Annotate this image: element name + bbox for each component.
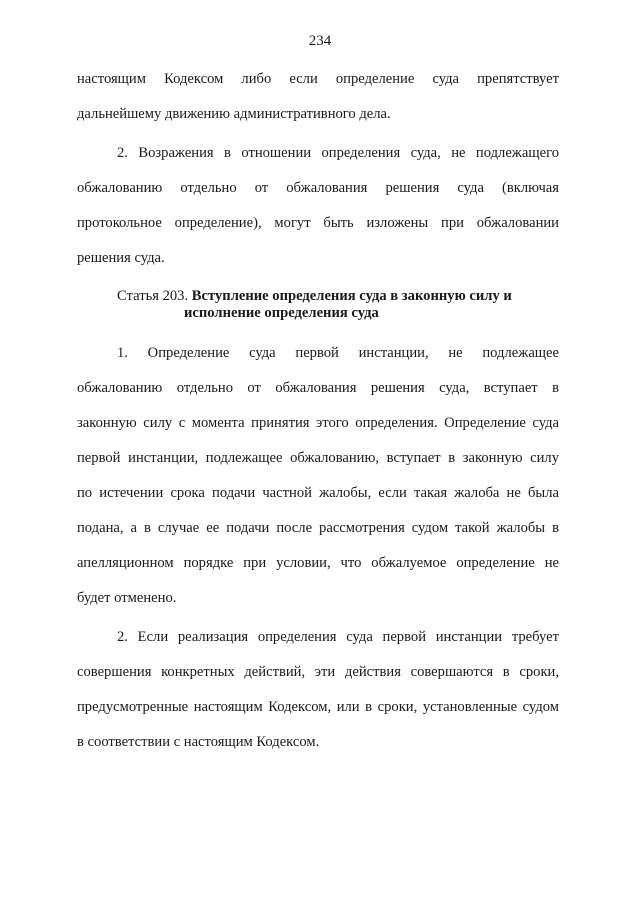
text-line: обжалованию отдельно от обжалования решения суда (включая	[77, 180, 559, 196]
text-line: первой инстанции, подлежащее обжалованию, вступает в законную силу	[77, 450, 559, 466]
paragraph-continuation	[77, 62, 559, 132]
text-line: апелляционном порядке при условии, что обжалуемое определение не	[77, 555, 559, 571]
article-title-line: исполнение определения суда	[184, 305, 379, 321]
text-line: дальнейшему движению административного дела.	[77, 106, 391, 122]
text-line: по истечении срока подачи частной жалобы, если такая жалоба не была	[77, 485, 559, 501]
article-number: Статья 203.	[117, 288, 189, 304]
document-body	[77, 62, 559, 760]
text-line: решения суда.	[77, 250, 165, 266]
text-line: 1. Определение суда первой инстанции, не подлежащее	[117, 345, 559, 361]
text-line: подана, а в случае ее подачи после рассмотрения судом такой жалобы в	[77, 520, 559, 536]
text-line: совершения конкретных действий, эти действия совершаются в сроки,	[77, 664, 559, 680]
page-number: 234	[308, 33, 332, 49]
text-line: будет отменено.	[77, 590, 177, 606]
text-line: законную силу с момента принятия этого определения. Определение суда	[77, 415, 559, 431]
paragraph-objections	[77, 136, 559, 276]
text-line: 2. Если реализация определения суда первой инстанции требует	[117, 629, 559, 645]
text-line: настоящим Кодексом либо если определение суда препятствует	[77, 71, 559, 87]
paragraph-execution	[77, 620, 559, 760]
text-line: 2. Возражения в отношении определения суда, не подлежащего	[117, 145, 559, 161]
text-line: предусмотренные настоящим Кодексом, или в сроки, установленные судом	[77, 699, 559, 715]
text-line: в соответствии с настоящим Кодексом.	[77, 734, 320, 750]
article-title: Вступление определения суда в законную силу и	[191, 288, 512, 304]
paragraph-entry-into-force	[77, 336, 559, 616]
article-title-line	[77, 288, 559, 305]
text-line: обжалованию отдельно от обжалования решения суда, вступает в	[77, 380, 559, 396]
text-line: протокольное определение), могут быть изложены при обжаловании	[77, 215, 559, 231]
article-heading	[77, 276, 559, 336]
